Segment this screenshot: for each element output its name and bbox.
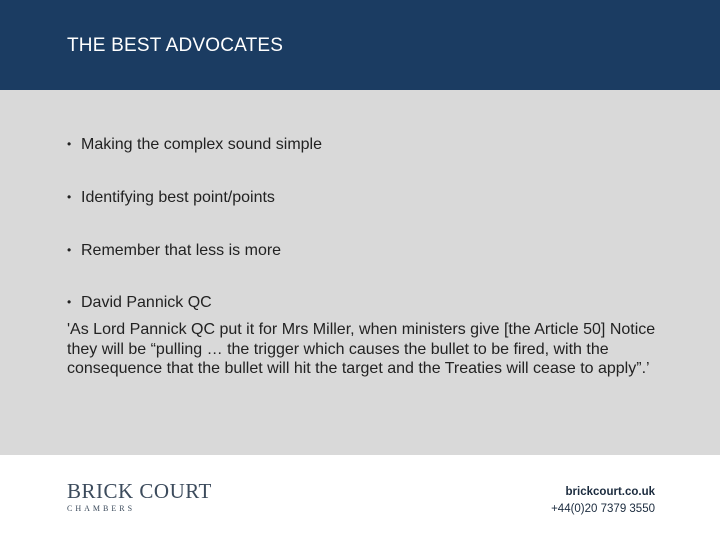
contact-info — [551, 484, 655, 518]
bullet-text: Identifying best point/points — [81, 189, 275, 206]
bullet-text: Making the complex sound simple — [81, 136, 323, 153]
logo-main-text: BRICK COURT — [67, 479, 212, 503]
bullet-marker: • — [67, 295, 72, 309]
slide-title: THE BEST ADVOCATES — [67, 35, 284, 56]
website-link[interactable]: brickcourt.co.uk — [565, 486, 655, 498]
bullet-marker: • — [67, 243, 72, 257]
slide-footer — [0, 455, 720, 540]
bullet-marker: • — [67, 190, 72, 204]
slide-header — [0, 0, 720, 90]
bullet-text: Remember that less is more — [81, 242, 282, 259]
bullet-text: David Pannick QC — [81, 294, 212, 311]
logo-sub-text: CHAMBERS — [67, 504, 136, 513]
brick-court-logo — [67, 480, 212, 514]
phone-number: +44(0)20 7379 3550 — [551, 503, 655, 515]
bullet-item-4 — [67, 294, 212, 312]
bullet-item-2 — [67, 189, 275, 207]
bullet-item-1 — [67, 136, 322, 154]
bullet-item-3 — [67, 242, 281, 260]
quote-text: 'As Lord Pannick QC put it for Mrs Miller, when ministers give [the Article 50] Notice they will be “pulling … the trigger which causes the bullet to be fired, with the consequence that the bullet will hit the target and the Treaties will cease to apply”.’ — [67, 321, 656, 377]
bullet-marker: • — [67, 137, 72, 151]
